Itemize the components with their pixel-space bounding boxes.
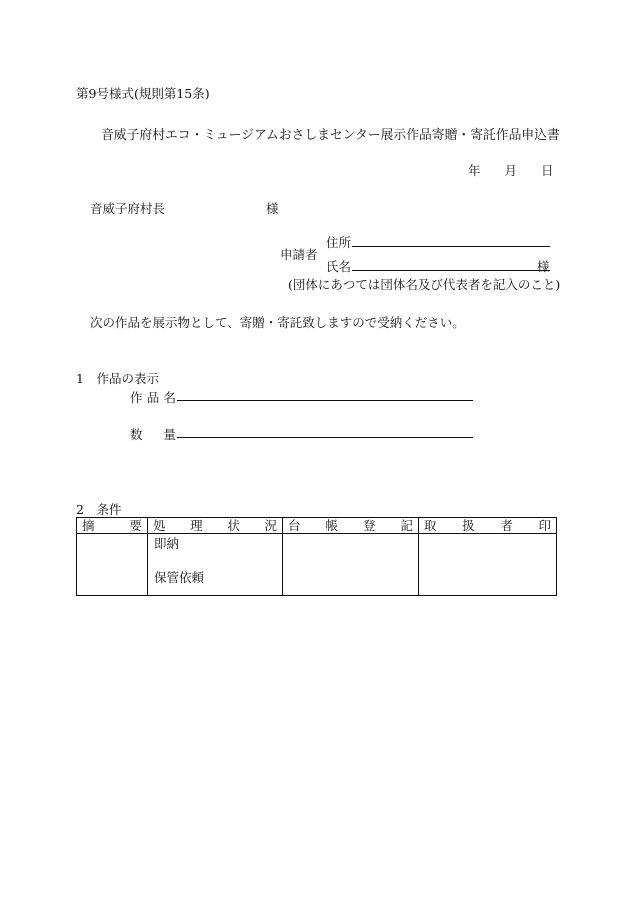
column-processing-status: 処 理 状 況 (148, 518, 283, 534)
work-name-field[interactable] (177, 400, 473, 401)
section1-heading: 1 作品の表示 (76, 371, 159, 386)
date-day-label: 日 (541, 163, 554, 178)
addressee-honorific: 様 (266, 201, 279, 216)
option-immediate-delivery: 即納 (154, 536, 180, 551)
handler-seal-cell[interactable] (419, 534, 557, 596)
work-name-label: 作 品 名 (130, 390, 176, 405)
intro-text: 次の作品を展示物として、寄贈・寄託致しますので受納ください。 (90, 315, 465, 330)
form-number: 第9号様式(規則第15条) (76, 86, 210, 101)
name-honorific: 様 (537, 259, 550, 274)
quantity-label: 数 量 (130, 427, 176, 442)
applicant-note: (団体にあつては団体名及び代表者を記入のこと) (288, 277, 561, 292)
name-label: 氏名 (326, 259, 352, 274)
column-handler-seal: 取 扱 者 印 (419, 518, 557, 534)
summary-cell[interactable] (77, 534, 148, 596)
document-title: 音威子府村エコ・ミュージアムおさしまセンター展示作品寄贈・寄託作品申込書 (101, 128, 560, 143)
addressee-name: 音威子府村長 (90, 201, 166, 216)
processing-status-cell[interactable] (148, 534, 283, 596)
quantity-field[interactable] (177, 437, 473, 438)
address-label: 住所 (326, 235, 352, 250)
address-field[interactable] (352, 246, 550, 247)
conditions-header-row (77, 518, 557, 534)
column-summary: 摘 要 (77, 518, 148, 534)
date-line (468, 161, 554, 179)
applicant-label: 申請者 (280, 247, 318, 262)
date-month-label: 月 (504, 163, 518, 178)
column-ledger-registration: 台 帳 登 記 (283, 518, 419, 534)
conditions-body-row (77, 534, 557, 596)
date-year-label: 年 (468, 163, 481, 178)
ledger-registration-cell[interactable] (283, 534, 419, 596)
conditions-table (76, 517, 557, 596)
option-storage-request: 保管依頼 (154, 570, 205, 585)
section2-heading: 2 条件 (76, 502, 122, 517)
name-field[interactable] (352, 270, 550, 271)
